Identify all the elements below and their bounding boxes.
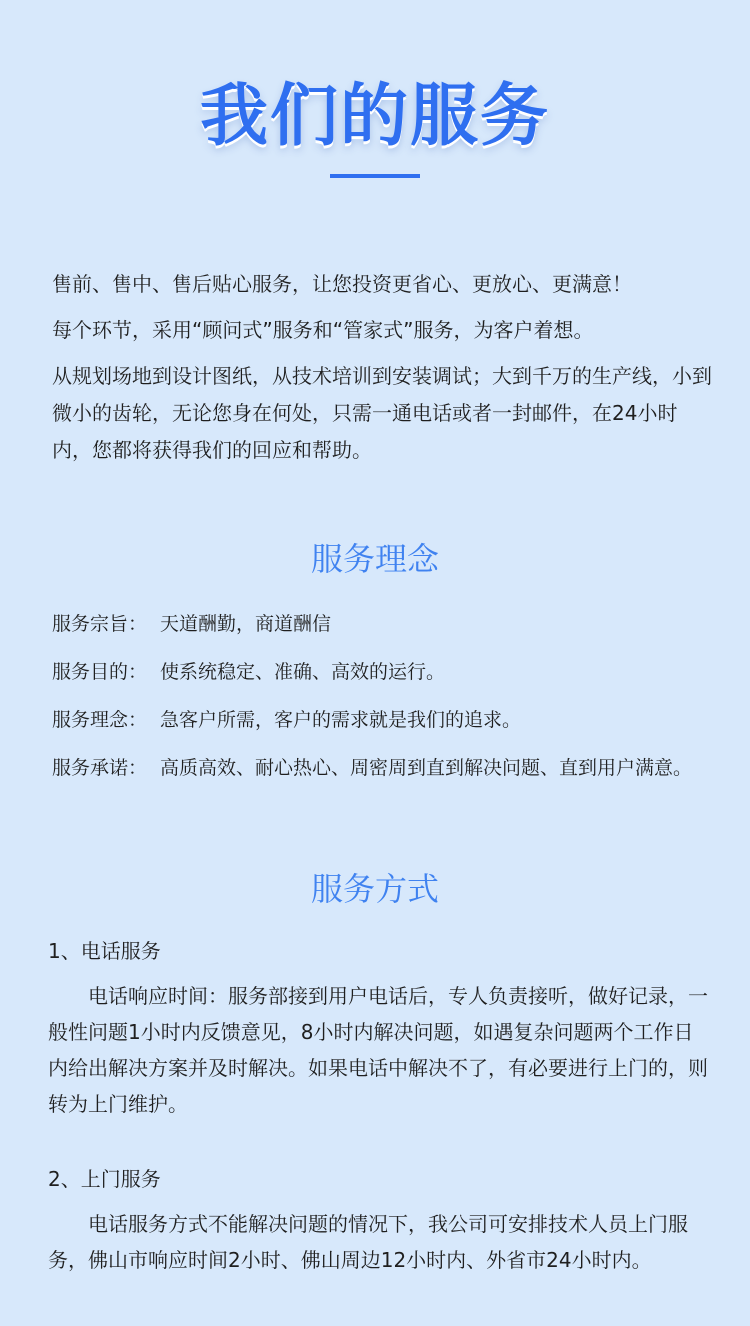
philosophy-item	[52, 648, 712, 696]
philosophy-item	[52, 744, 712, 792]
section-title-philosophy: 服务理念	[310, 540, 439, 578]
philosophy-item	[52, 696, 712, 744]
method-heading: 2、上门服务	[48, 1167, 161, 1191]
philosophy-item-value: 使系统稳定、准确、高效的运行。	[160, 661, 446, 683]
method-heading: 1、电话服务	[48, 939, 161, 963]
philosophy-item-value: 高质高效、耐心热心、周密周到直到解决问题、直到用户满意。	[160, 757, 693, 779]
title-underline	[330, 174, 420, 178]
section-title-methods: 服务方式	[310, 870, 439, 908]
intro-paragraph-2: 每个环节，采用“顾问式”服务和“管家式”服务，为客户着想。	[52, 318, 594, 342]
philosophy-item-label: 服务目的：	[52, 661, 148, 683]
philosophy-list	[52, 600, 712, 792]
intro-section	[52, 266, 712, 469]
method-body: 电话响应时间：服务部接到用户电话后，专人负责接听，做好记录，一般性问题1小时内反馈意见，8小时内解决问题，如遇复杂问题两个工作日内给出解决方案并及时解决。如果电话中解决不了，有必要进行上门的，则转为上门维护。	[48, 984, 708, 1116]
philosophy-item-value: 急客户所需，客户的需求就是我们的追求。	[160, 709, 522, 731]
philosophy-item-label: 服务承诺：	[52, 757, 148, 779]
method-phone-service	[48, 934, 708, 1122]
philosophy-item-value: 天道酬勤，商道酬信	[160, 613, 332, 635]
method-body: 电话服务方式不能解决问题的情况下，我公司可安排技术人员上门服务，佛山市响应时间2小时、佛山周边12小时内、外省市24小时内。	[48, 1212, 688, 1272]
method-onsite-service	[48, 1162, 708, 1278]
page-title: 我们的服务	[199, 77, 550, 156]
philosophy-item	[52, 600, 712, 648]
philosophy-item-label: 服务理念：	[52, 709, 148, 731]
intro-paragraph-3: 从规划场地到设计图纸，从技术培训到安装调试；大到千万的生产线，小到微小的齿轮，无论您身在何处，只需一通电话或者一封邮件，在24小时内，您都将获得我们的回应和帮助。	[52, 364, 712, 462]
intro-paragraph-1: 售前、售中、售后贴心服务，让您投资更省心、更放心、更满意！	[52, 272, 632, 296]
philosophy-item-label: 服务宗旨：	[52, 613, 148, 635]
